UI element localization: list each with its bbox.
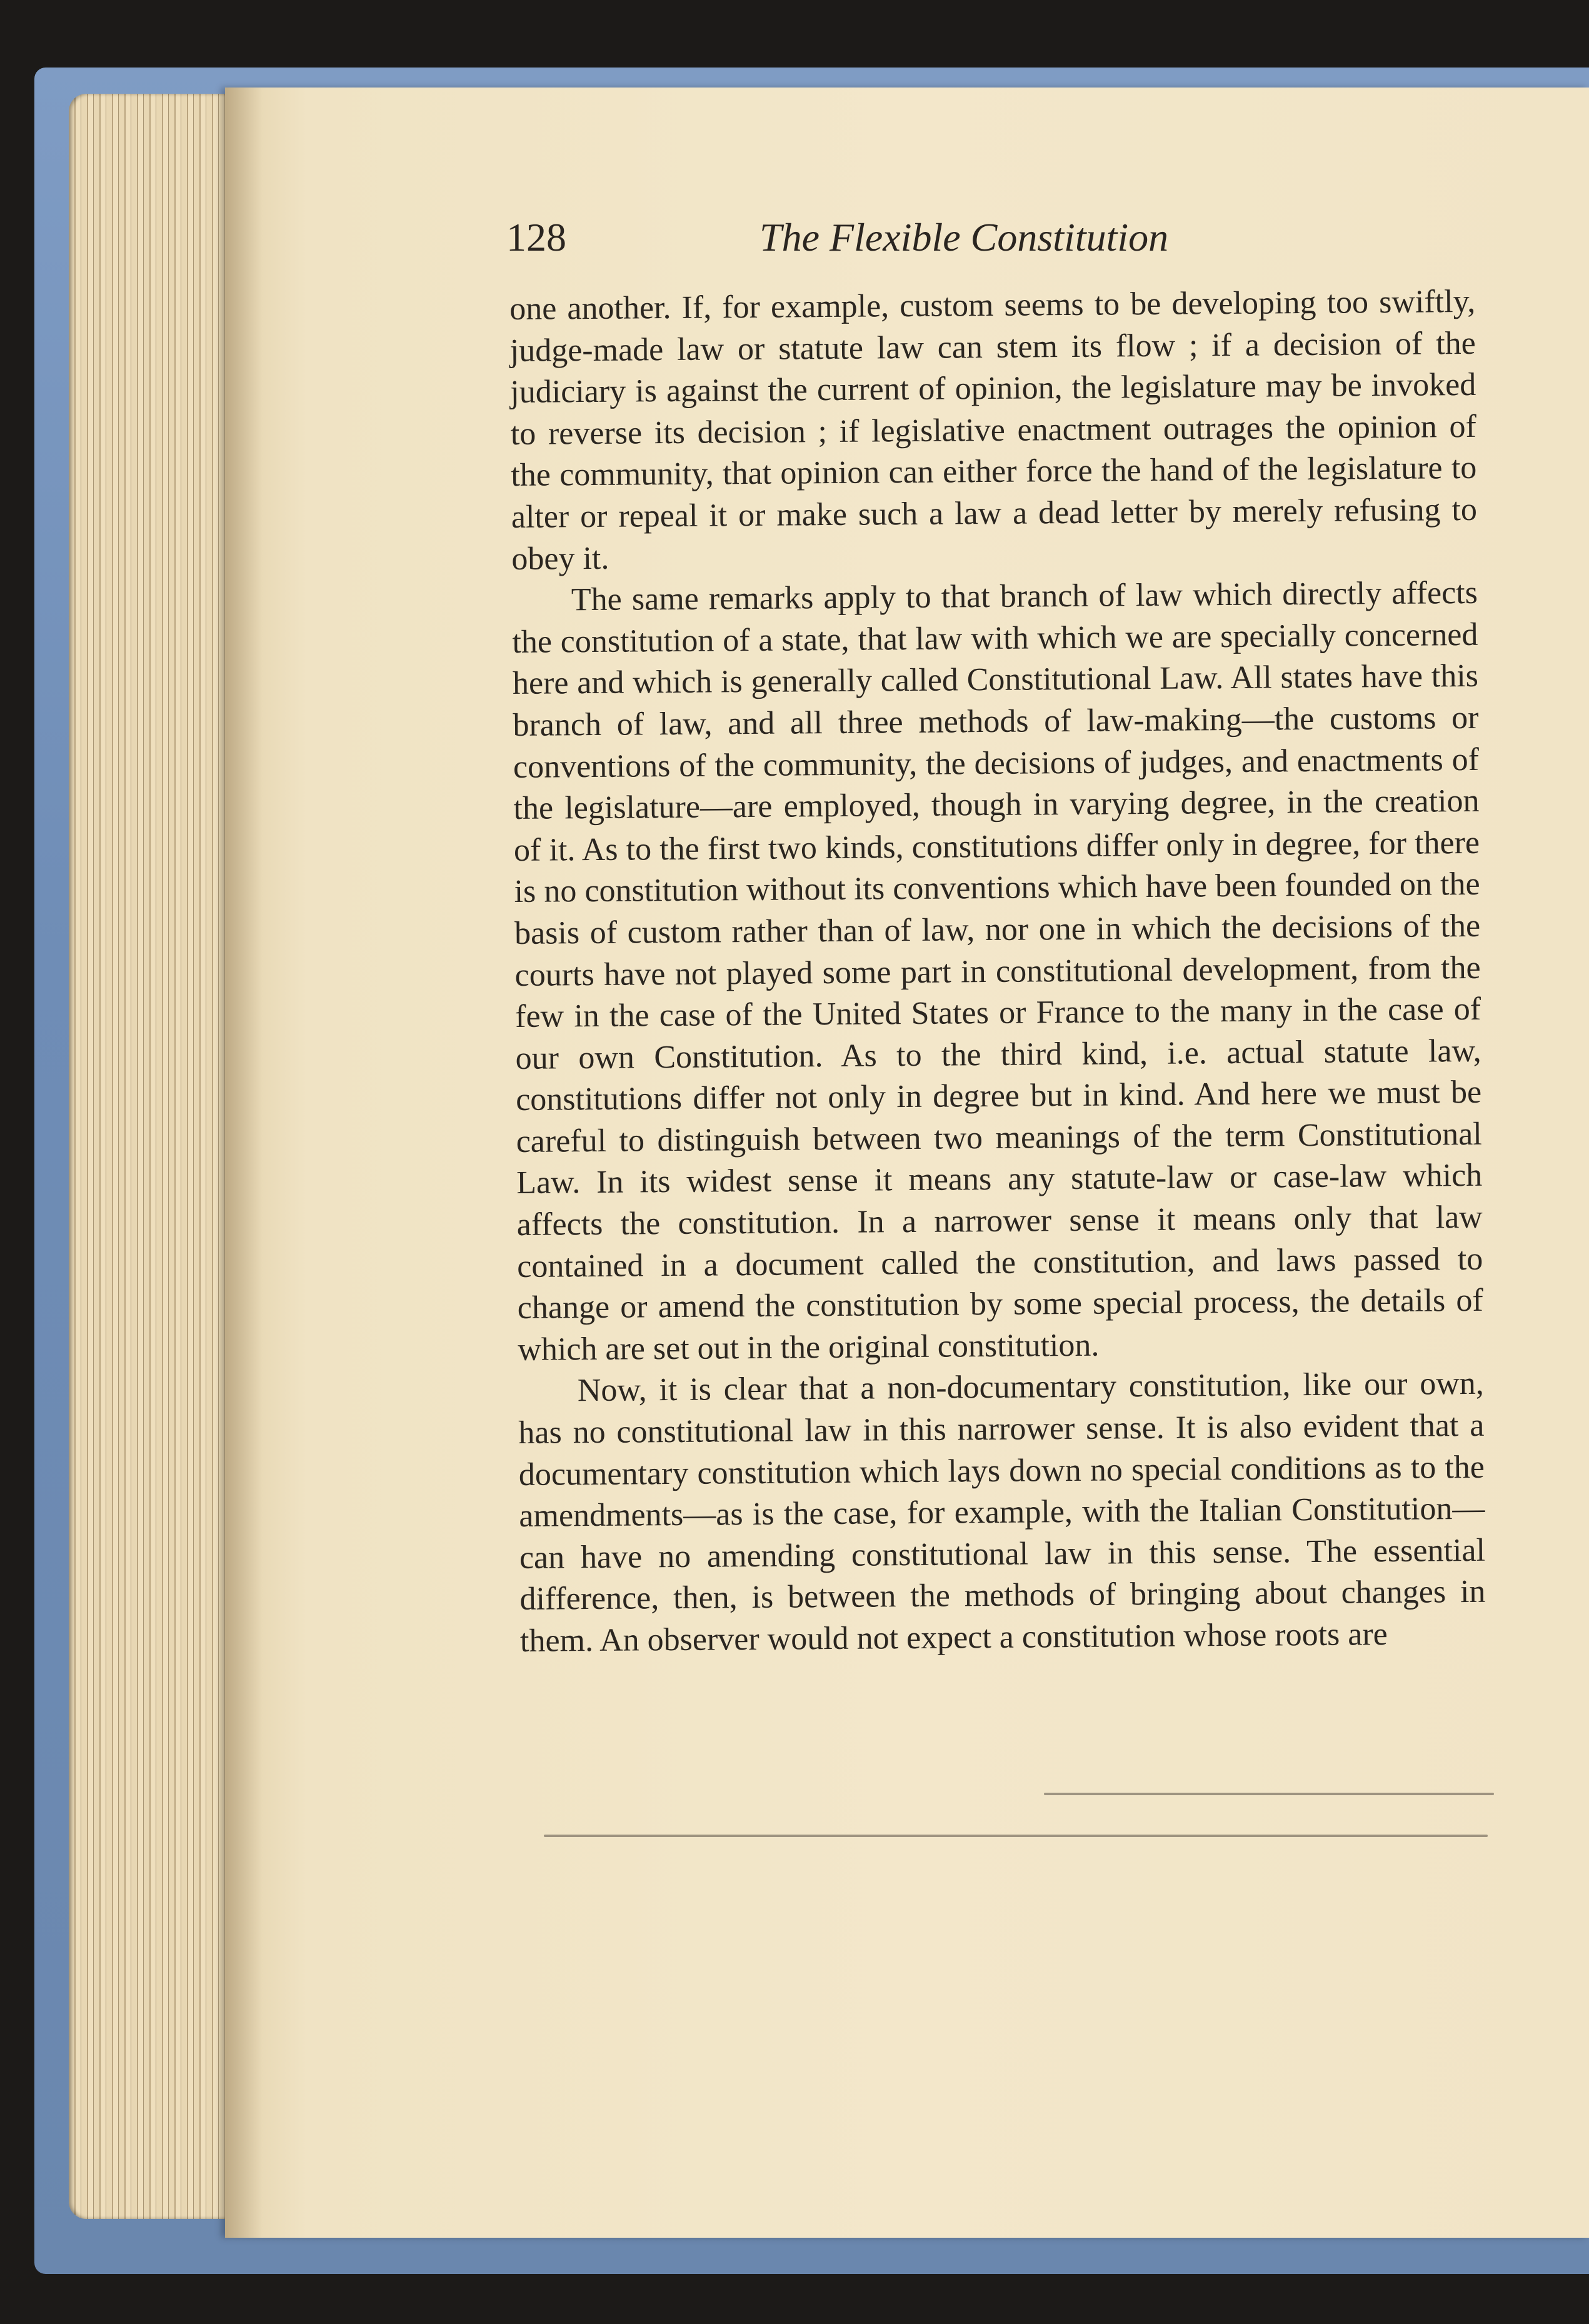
pencil-underline [544,1835,1488,1837]
gutter-shadow [225,88,263,2238]
running-title: The Flexible Constitution [759,215,1169,259]
paragraph-1: one another. If, for example, custom seems to be developing too swiftly, judge-made law or statute law can stem its flow ; if a decision of the judiciary is against the current of opinion, the legislature may be invoked to reverse its decision ; if legislative enactment outrages the opinion of the community, that opinion can either force the hand of the legislature to alter or repeal it or make such a law a dead letter by merely refusing to obey it. [509,283,1478,577]
page-header [506,209,1494,266]
page-number: 128 [506,215,566,259]
pencil-underline [1044,1793,1494,1795]
paragraph-2: The same remarks apply to that branch of law which directly affects the constitution of a state, that law with which we are specially concerned here and which is generally called Constitutional Law. All states have this branch of law, and all three methods of law-making—the customs or conventions of the community, the decisions of judges, and enactments of the legislature—are employed, though in varying degree, in the creation of it. As to the first two kinds, constitutions differ only in degree, for there is no constitution without its conventions which have been founded on the basis of custom rather than of law, nor one in which the decisions of the courts have not played some part in constitutional development, from the few in the case of the United States or France to the many in the case of our own Constitution. As to the third kind, i.e. actual statute law, constitutions differ not only in degree but in kind. And here we must be careful to distinguish between two meanings of the term Constitutional Law. In its widest sense it means any statute-law or case-law which affects the constitution. In a narrower sense it means only that law contained in a document called the constitution, and laws passed to change or amend the constitution by some special process, the details of which are set out in the original constitution. [512,575,1483,1368]
page-edges [69,94,250,2219]
paragraph-3: Now, it is clear that a non-documentary constitution, like our own, has no constitutional law in this narrower sense. It is also evident that a documentary constitution which lays down no special conditions as to the amendments—as is the case, for example, with the Italian Constitution—can have no amending constitutional law in this sense. The essential difference, then, is between the methods of bringing about changes in them. An observer would not expect a constitution whose roots are [518,1366,1486,1659]
body-text [509,281,1486,1663]
